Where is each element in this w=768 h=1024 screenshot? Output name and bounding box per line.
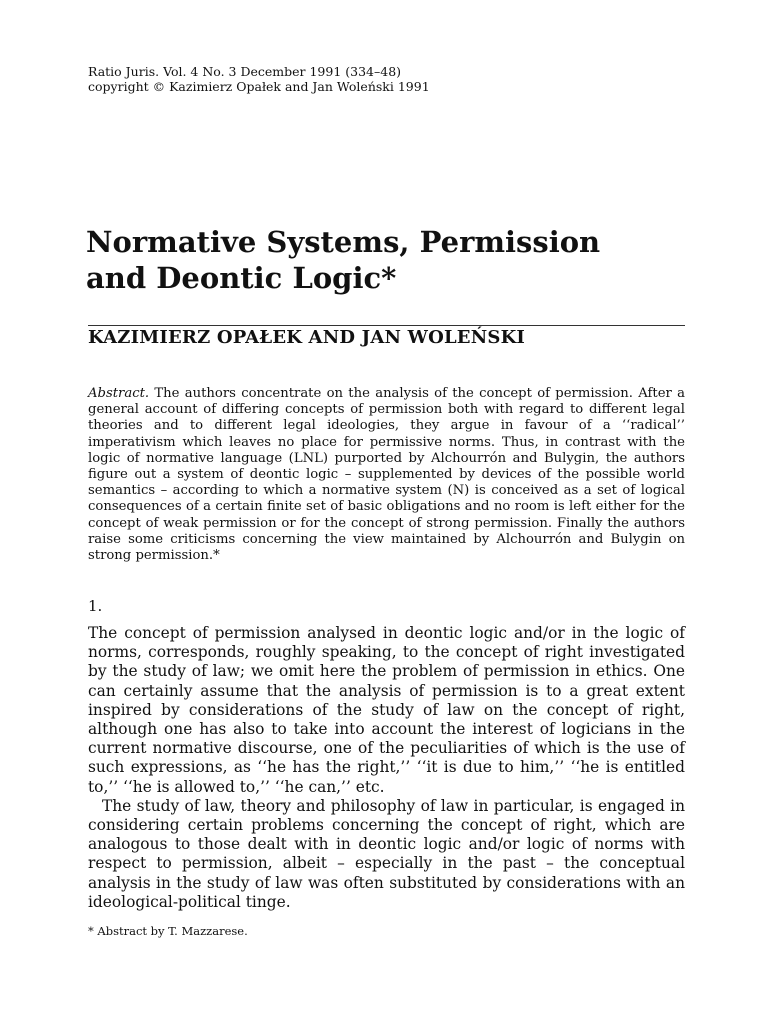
- section-number: 1.: [88, 597, 103, 615]
- citation-line-2: copyright © Kazimierz Opałek and Jan Woleński 1991: [88, 79, 430, 94]
- paragraph-1: The concept of permission analysed in deontic logic and/or in the logic of norms, corresponds, roughly speaking, to the concept of right investigated by the study of law; we omit here the problem of permission in ethics. One can certainly assume that the analysis of permission is to a great extent inspired by considerations of the study of law on the concept of right, although one has also to take into account the interest of logicians in the current normative discourse, one of the peculiarities of which is the use of such expressions, as ‘‘he has the right,’’ ‘‘it is due to him,’’ ‘‘he is entitled to,’’ ‘‘he is allowed to,’’ ‘‘he can,’’ etc.: [88, 624, 685, 796]
- title-line-1: Normative Systems, Permission: [86, 225, 601, 259]
- paragraph-2: The study of law, theory and philosophy of law in particular, is engaged in considering certain problems concerning the concept of right, which are analogous to those dealt with in deontic logic and/or logic of norms with respect to permission, albeit – especially in the past – the conceptual analysis in the study of law was often substituted by considerations with an ideological-political tinge.: [88, 796, 685, 911]
- citation-line-1: Ratio Juris. Vol. 4 No. 3 December 1991 (334–48): [88, 64, 402, 79]
- paper-title: [86, 224, 706, 296]
- abstract-label: Abstract.: [88, 386, 150, 401]
- body-text: [88, 624, 685, 912]
- title-divider: [88, 325, 685, 326]
- title-line-2: and Deontic Logic*: [86, 261, 397, 295]
- abstract: [88, 386, 685, 564]
- authors: KAZIMIERZ OPAŁEK AND JAN WOLEŃSKI: [88, 327, 526, 348]
- journal-citation: [88, 64, 430, 94]
- footnote: * Abstract by T. Mazzarese.: [88, 924, 248, 938]
- abstract-text: The authors concentrate on the analysis of the concept of permission. After a general account of differing concepts of permission both with regard to different legal theories and to different legal ideologies, they argue in favour of a ‘‘radical’’ imperativism which leaves no place for permissive norms. Thus, in contrast with the logic of normative language (LNL) purported by Alchourrón and Bulygin, the authors figure out a system of deontic logic – supplemented by devices of the possible world semantics – according to which a normative system (N) is conceived as a set of logical consequences of a certain finite set of basic obligations and no room is left either for the concept of weak permission or for the concept of strong permission. Finally the authors raise some criticisms concerning the view maintained by Alchourrón and Bulygin on strong permission.*: [88, 386, 685, 564]
